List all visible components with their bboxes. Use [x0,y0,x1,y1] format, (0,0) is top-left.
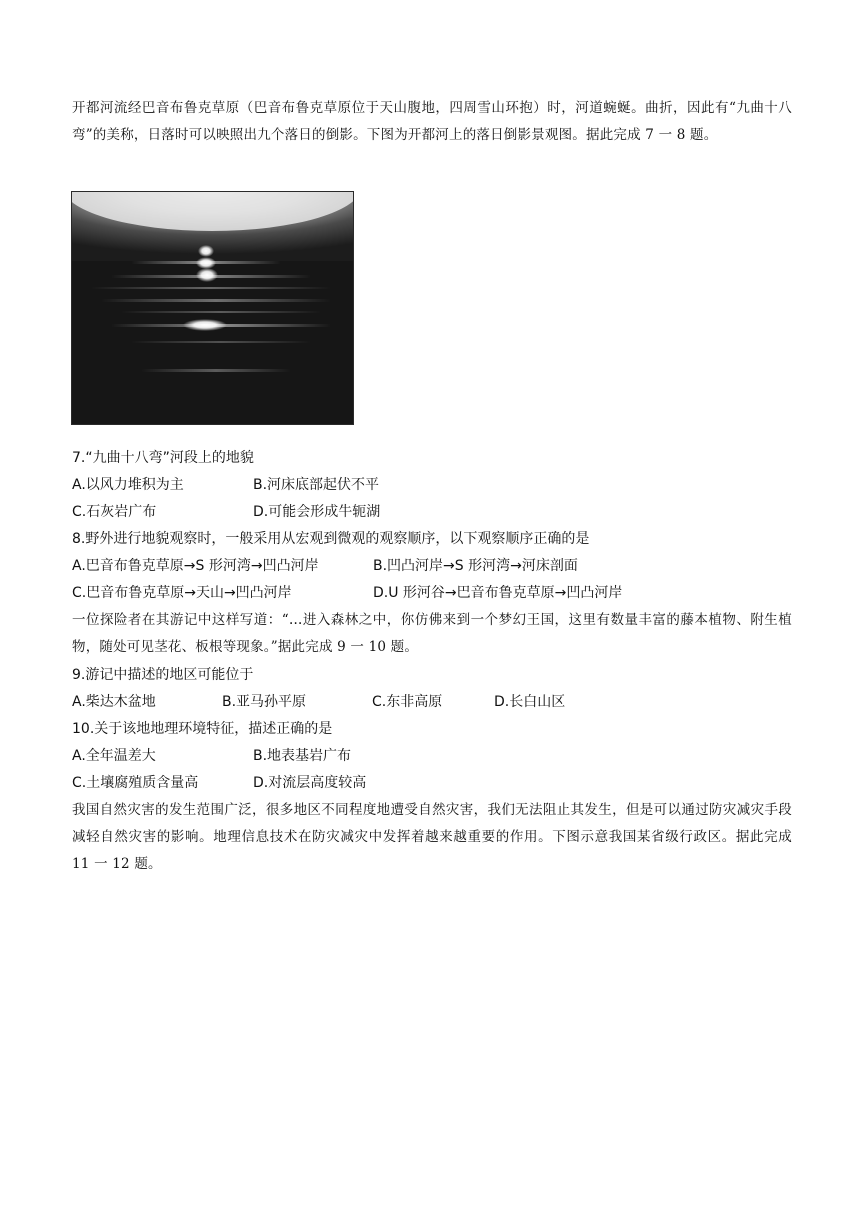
sunset-reflection-photo [71,191,354,425]
question-9-option-c: C.东非高原 [372,694,443,710]
question-8-option-d: D.U 形河谷→巴音布鲁克草原→凹凸河岸 [373,585,623,601]
passage-explorer-journal: 一位探险者在其游记中这样写道：“…进入森林之中，你仿佛来到一个梦幻王国，这里有数量丰富的藤本植物、附生植物，随处可见茎花、板根等现象。”据此完成 9 一 10 题。 [72,612,792,655]
question-9-option-d: D.长白山区 [494,694,566,710]
question-8-option-b: B.凹凸河岸→S 形河湾→河床剖面 [373,558,578,574]
question-7-option-a: A.以风力堆积为主 [72,477,184,493]
passage-kaidu-river: 开都河流经巴音布鲁克草原（巴音布鲁克草原位于天山腹地，四周雪山环抱）时，河道蜿蜒。曲折，因此有“九曲十八弯”的美称，日落时可以映照出九个落日的倒影。下图为开都河上的落日倒影景观图。据此完成 7 一 8 题。 [72,100,792,143]
question-10-option-c: C.土壤腐殖质含量高 [72,775,199,791]
question-7-option-b: B.河床底部起伏不平 [253,477,380,493]
question-9-option-b: B.亚马孙平原 [222,694,307,710]
question-10-stem: 10.关于该地地理环境特征，描述正确的是 [72,721,333,737]
question-10-option-a: A.全年温差大 [72,748,156,764]
question-8-stem: 8.野外进行地貌观察时，一般采用从宏观到微观的观察顺序，以下观察顺序正确的是 [72,531,590,547]
question-8-option-c: C.巴音布鲁克草原→天山→凹凸河岸 [72,585,292,601]
question-8-option-a: A.巴音布鲁克草原→S 形河湾→凹凸河岸 [72,558,319,574]
passage-natural-disasters: 我国自然灾害的发生范围广泛，很多地区不同程度地遭受自然灾害，我们无法阻止其发生，但是可以通过防灾减灾手段减轻自然灾害的影响。地理信息技术在防灾减灾中发挥着越来越重要的作用。下图示意我国某省级行政区。据此完成 11 一 12 题。 [72,802,792,872]
question-7-stem: 7.“九曲十八弯”河段上的地貌 [72,450,254,466]
question-7-option-d: D.可能会形成牛轭湖 [253,504,381,520]
question-9-stem: 9.游记中描述的地区可能位于 [72,667,254,683]
question-7-option-c: C.石灰岩广布 [72,504,157,520]
question-10-option-b: B.地表基岩广布 [253,748,352,764]
question-9-option-a: A.柴达木盆地 [72,694,156,710]
question-10-option-d: D.对流层高度较高 [253,775,367,791]
